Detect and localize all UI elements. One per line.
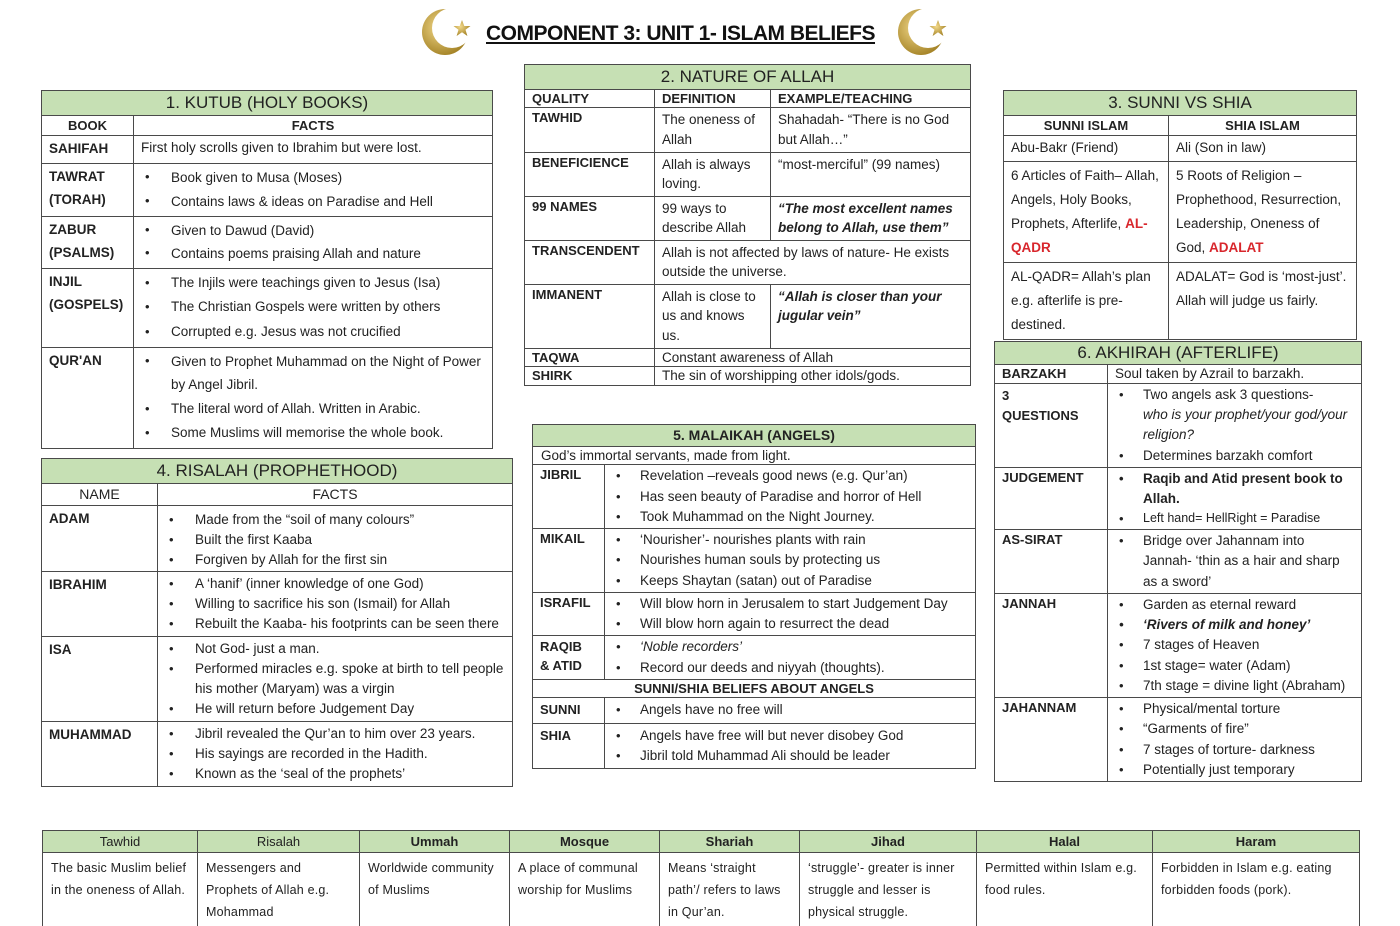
list-item: • Record our deeds and niyyah (thoughts).	[612, 658, 968, 678]
al-qadr-highlight: AL-QADR	[1011, 216, 1148, 256]
col-shia: SHIA ISLAM	[1169, 116, 1357, 136]
angel-name: RAQIB	[540, 639, 582, 655]
keyword-definition: ‘struggle’- greater is inner struggle and lesser is physical struggle.	[800, 853, 977, 926]
stage-name: BARZAKH	[995, 365, 1108, 384]
table-row	[533, 636, 976, 680]
table-row	[1004, 162, 1357, 263]
akhirah-heading: 6. AKHIRAH (AFTERLIFE)	[995, 342, 1362, 365]
sunni-cell: AL-QADR= Allah’s plan e.g. afterlife is pre-destined.	[1004, 263, 1169, 340]
list-item: • ‘Noble recorders’	[612, 637, 968, 657]
table-row	[42, 347, 493, 448]
table-row	[42, 216, 493, 268]
table-row	[995, 467, 1362, 529]
list-item: • Raqib and Atid present book to Allah.	[1115, 469, 1354, 510]
keyword-header: Tawhid	[43, 831, 198, 853]
table-row	[42, 136, 493, 164]
list-item: • 7 stages of torture- darkness	[1115, 740, 1354, 760]
list-item: • Took Muhammad on the Night Journey.	[612, 507, 968, 527]
malaikah-table	[532, 424, 976, 769]
sunni-shia-heading: 3. SUNNI VS SHIA	[1004, 91, 1357, 116]
table-row	[1004, 263, 1357, 340]
list-item: • 7th stage = divine light (Abraham)	[1115, 676, 1354, 696]
list-item: • Rebuilt the Kaaba- his footprints can be seen there	[165, 614, 505, 634]
nature-of-allah-table	[524, 64, 971, 386]
quality-name: BENEFICIENCE	[525, 152, 655, 196]
table-row	[533, 465, 976, 529]
list-item: • The literal word of Allah. Written in Arabic.	[141, 397, 485, 422]
kutub-heading: 1. KUTUB (HOLY BOOKS)	[42, 91, 493, 116]
quality-name: TAQWA	[525, 348, 655, 367]
keyword-header: Jihad	[800, 831, 977, 853]
list-item: • ‘Nourisher’- nourishes plants with rain	[612, 530, 968, 550]
list-item: • Bridge over Jahannam into Jannah- ‘thin as a hair and sharp as a sword’	[1115, 531, 1354, 592]
stage-name: JANNAH	[995, 593, 1108, 697]
keyword-definition: Messengers and Prophets of Allah e.g. Mohammad	[198, 853, 360, 926]
table-row	[42, 722, 513, 787]
keyword-definition: A place of communal worship for Muslims	[510, 853, 660, 926]
branch-name: SHIA	[533, 723, 605, 769]
list-item: • A ‘hanif’ (inner knowledge of one God)	[165, 574, 505, 594]
col-quality: QUALITY	[525, 90, 655, 108]
table-row	[1004, 136, 1357, 162]
stage-name-alt: QUESTIONS	[1002, 408, 1079, 424]
prophet-name: MUHAMMAD	[42, 722, 158, 787]
keyword-header: Halal	[977, 831, 1153, 853]
list-item: • Jibril revealed the Qur’an to him over 23 years.	[165, 724, 505, 744]
prophet-name: ISA	[42, 637, 158, 722]
keyword-header: Shariah	[660, 831, 800, 853]
book-name: INJIL	[49, 273, 83, 289]
book-name: ZABUR	[49, 221, 97, 237]
table-row	[525, 348, 971, 367]
list-item: • Will blow horn in Jerusalem to start Judgement Day	[612, 594, 968, 614]
col-facts: FACTS	[134, 116, 493, 136]
col-name: NAME	[42, 484, 158, 506]
table-row	[533, 723, 976, 769]
book-name-alt: (PSALMS)	[49, 244, 115, 260]
list-item: • Corrupted e.g. Jesus was not crucified	[141, 320, 485, 345]
quality-example: Shahadah- “There is no God but Allah…”	[771, 108, 971, 152]
list-item: • Known as the ‘seal of the prophets’	[165, 764, 505, 784]
col-sunni: SUNNI ISLAM	[1004, 116, 1169, 136]
list-item: • Will blow horn again to resurrect the dead	[612, 614, 968, 634]
table-row	[995, 530, 1362, 594]
crescent-star-icon	[420, 6, 476, 58]
list-item: • Contains laws & ideas on Paradise and Hell	[141, 190, 485, 214]
crescent-star-icon	[896, 6, 952, 58]
sunni-vs-shia-table	[1003, 90, 1357, 340]
keyword-header: Risalah	[198, 831, 360, 853]
angel-name-alt: & ATID	[540, 658, 582, 674]
col-example: EXAMPLE/TEACHING	[771, 90, 971, 108]
angel-name: ISRAFIL	[533, 592, 605, 636]
quality-definition: The oneness of Allah	[655, 108, 771, 152]
col-facts: FACTS	[158, 484, 513, 506]
list-item: • Given to Prophet Muhammad on the Night of Power by Angel Jibril.	[141, 350, 485, 397]
quality-definition: 99 ways to describe Allah	[655, 196, 771, 240]
shia-cell: Ali (Son in law)	[1169, 136, 1357, 162]
malaikah-heading: 5. MALAIKAH (ANGELS)	[533, 425, 976, 447]
keyword-definition: The basic Muslim belief in the oneness of Allah.	[43, 853, 198, 926]
col-book: BOOK	[42, 116, 134, 136]
table-row	[525, 240, 971, 284]
quality-definition: Allah is not affected by laws of nature- He exists outside the universe.	[655, 240, 971, 284]
shia-cell: ADALAT= God is ‘most-just’. Allah will judge us fairly.	[1169, 263, 1357, 340]
list-item: • Revelation –reveals good news (e.g. Qur’an)	[612, 466, 968, 486]
title-banner	[420, 4, 960, 60]
list-item: • Willing to sacrifice his son (Ismail) for Allah	[165, 594, 505, 614]
book-name: SAHIFAH	[42, 136, 134, 164]
keyword-definition: Worldwide community of Muslims	[360, 853, 510, 926]
table-row	[525, 367, 971, 386]
list-item: • Keeps Shaytan (satan) out of Paradise	[612, 571, 968, 591]
keyword-header: Mosque	[510, 831, 660, 853]
quality-name: TAWHID	[525, 108, 655, 152]
sunni-cell: Abu-Bakr (Friend)	[1004, 136, 1169, 162]
list-item: • Performed miracles e.g. spoke at birth to tell people his mother (Maryam) was a virgin	[165, 659, 505, 699]
angels-intro: God’s immortal servants, made from light.	[533, 446, 976, 465]
stage-name: 3	[1002, 387, 1010, 403]
table-row	[43, 853, 1360, 926]
list-item: • His sayings are recorded in the Hadith.	[165, 744, 505, 764]
list-item: • Has seen beauty of Paradise and horror of Hell	[612, 487, 968, 507]
keyword-definition: Forbidden in Islam e.g. eating forbidden foods (pork).	[1153, 853, 1360, 926]
list-item: • Garden as eternal reward	[1115, 595, 1354, 615]
keyword-definition: Permitted within Islam e.g. food rules.	[977, 853, 1153, 926]
book-name-alt: (TORAH)	[49, 192, 106, 208]
quality-example: “Allah is closer than your jugular vein”	[771, 284, 971, 348]
list-item: • Built the first Kaaba	[165, 530, 505, 550]
sunni-cell: 6 Articles of Faith– Allah, Angels, Holy Books, Prophets, Afterlife,	[1011, 168, 1159, 232]
keyword-definition: Means ‘straight path’/ refers to laws in Qur’an.	[660, 853, 800, 926]
list-item: • Jibril told Muhammad Ali should be leader	[612, 746, 968, 766]
list-item: • Angels have free will but never disobey God	[612, 726, 968, 746]
beliefs-heading: SUNNI/SHIA BELIEFS ABOUT ANGELS	[533, 679, 976, 697]
list-item: • “Garments of fire”	[1115, 719, 1354, 739]
quality-definition: The sin of worshipping other idols/gods.	[655, 367, 971, 386]
adalat-highlight: ADALAT	[1209, 240, 1264, 256]
book-name-alt: (GOSPELS)	[49, 296, 124, 312]
list-item: • 7 stages of Heaven	[1115, 635, 1354, 655]
quality-example: “most-merciful” (99 names)	[771, 152, 971, 196]
book-name: TAWRAT	[49, 169, 105, 185]
list-item: • Contains poems praising Allah and nature	[141, 242, 485, 266]
list-item: • 1st stage= water (Adam)	[1115, 656, 1354, 676]
table-row	[533, 529, 976, 593]
table-row	[995, 698, 1362, 782]
quality-name: 99 NAMES	[525, 196, 655, 240]
list-item: • Not God- just a man.	[165, 639, 505, 659]
key-words-table	[42, 830, 1360, 926]
table-row	[42, 637, 513, 722]
angel-name: JIBRIL	[533, 465, 605, 529]
quality-definition: Allah is close to us and knows us.	[655, 284, 771, 348]
col-definition: DEFINITION	[655, 90, 771, 108]
quality-definition: Allah is always loving.	[655, 152, 771, 196]
table-row	[995, 593, 1362, 697]
list-item: • Some Muslims will memorise the whole book.	[141, 421, 485, 446]
table-row	[525, 152, 971, 196]
list-item: • Angels have no free will	[612, 700, 968, 720]
akhirah-table	[994, 341, 1362, 782]
list-item: • Potentially just temporary	[1115, 760, 1354, 780]
quality-name: SHIRK	[525, 367, 655, 386]
stage-fact: Soul taken by Azrail to barzakh.	[1108, 365, 1362, 384]
risalah-heading: 4. RISALAH (PROPHETHOOD)	[42, 459, 513, 484]
quality-definition: Constant awareness of Allah	[655, 348, 971, 367]
stage-name: AS-SIRAT	[995, 530, 1108, 594]
quality-name: TRANSCENDENT	[525, 240, 655, 284]
list-item: • The Injils were teachings given to Jesus (Isa)	[141, 271, 485, 296]
table-row	[533, 592, 976, 636]
table-row	[42, 572, 513, 637]
stage-name: JAHANNAM	[995, 698, 1108, 782]
keyword-header: Haram	[1153, 831, 1360, 853]
list-item: • Determines barzakh comfort	[1115, 446, 1354, 466]
kutub-table	[41, 90, 493, 449]
table-row	[525, 196, 971, 240]
list-item: • The Christian Gospels were written by others	[141, 295, 485, 320]
branch-name: SUNNI	[533, 698, 605, 723]
shia-cell: 5 Roots of Religion – Prophethood, Resurrection, Leadership, Oneness of God,	[1176, 168, 1342, 256]
table-row	[995, 383, 1362, 467]
list-item: • ‘Rivers of milk and honey’	[1115, 615, 1354, 635]
table-row	[525, 108, 971, 152]
page-title: COMPONENT 3: UNIT 1- ISLAM BELIEFS	[486, 22, 876, 45]
list-item: • Made from the “soil of many colours”	[165, 510, 505, 530]
prophet-name: ADAM	[42, 505, 158, 572]
list-item: • He will return before Judgement Day	[165, 699, 505, 719]
list-item: • Left hand= HellRight = Paradise	[1115, 509, 1354, 528]
risalah-table	[41, 458, 513, 787]
list-item: • Nourishes human souls by protecting us	[612, 550, 968, 570]
table-row	[42, 505, 513, 572]
table-row	[42, 164, 493, 216]
quality-name: IMMANENT	[525, 284, 655, 348]
prophet-name: IBRAHIM	[42, 572, 158, 637]
table-row	[533, 698, 976, 723]
questions-detail: who is your prophet/your god/your religion?	[1143, 407, 1348, 443]
angel-name: MIKAIL	[533, 529, 605, 593]
list-item: • Book given to Musa (Moses)	[141, 166, 485, 190]
table-row	[525, 284, 971, 348]
list-item: • Forgiven by Allah for the first sin	[165, 550, 505, 570]
list-item: • Given to Dawud (David)	[141, 219, 485, 243]
allah-heading: 2. NATURE OF ALLAH	[525, 65, 971, 90]
book-fact: First holy scrolls given to Ibrahim but were lost.	[134, 136, 493, 164]
stage-name: JUDGEMENT	[995, 467, 1108, 529]
book-name: QUR'AN	[42, 347, 134, 448]
list-item: Two angels ask 3 questions-	[1143, 386, 1314, 402]
keyword-header: Ummah	[360, 831, 510, 853]
quality-example: “The most excellent names belong to Allah, use them”	[771, 196, 971, 240]
table-row	[42, 268, 493, 347]
list-item: • Physical/mental torture	[1115, 699, 1354, 719]
table-row	[995, 365, 1362, 384]
